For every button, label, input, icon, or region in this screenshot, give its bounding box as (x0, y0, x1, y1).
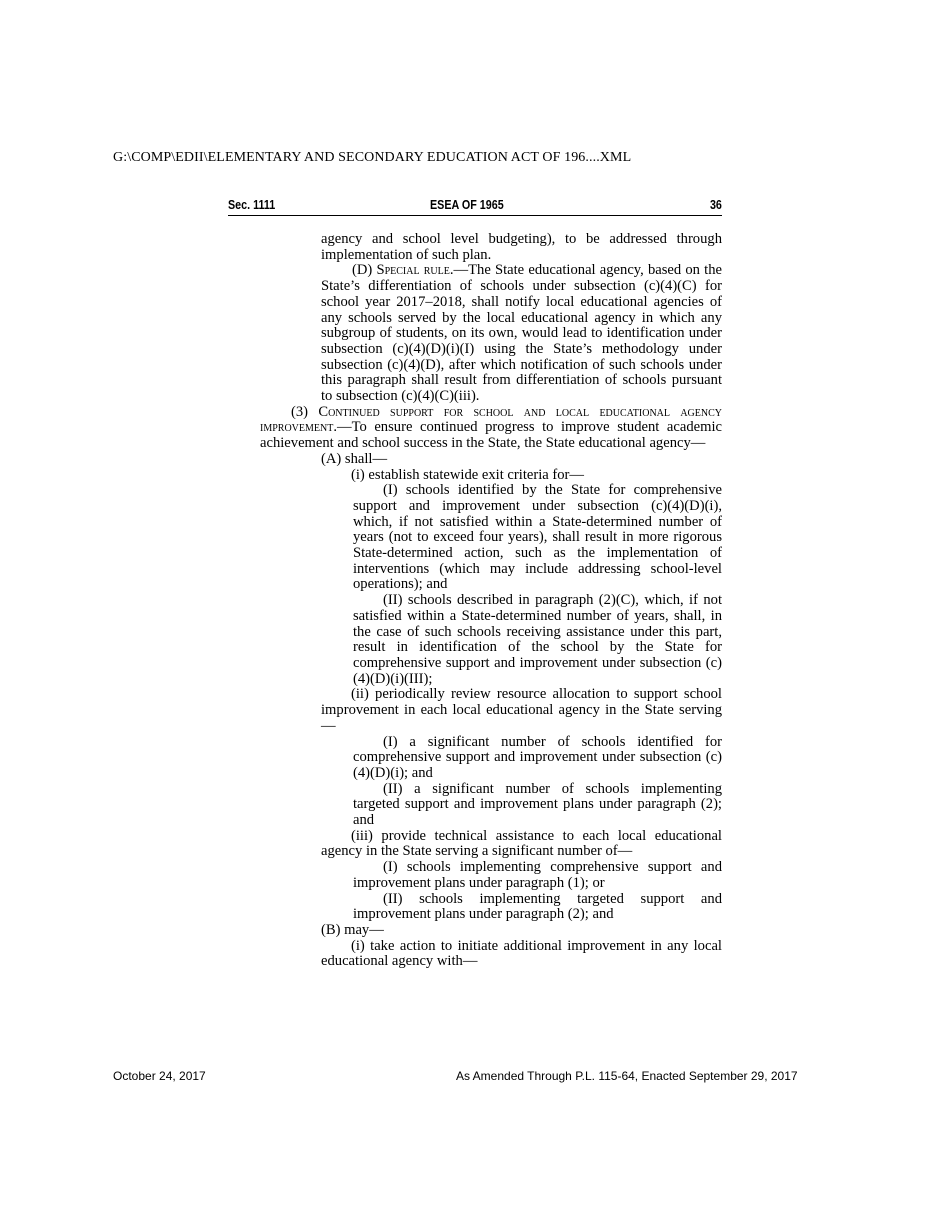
subparagraph-b: (B) may— (321, 921, 384, 938)
subclause-a-ii-II: (II) a significant number of schools implementing targeted support and improvement plans under paragraph (2); and (353, 780, 722, 829)
subparagraph-a: (A) shall— (321, 450, 388, 467)
page-number: 36 (710, 198, 722, 212)
continued-support-heading: Continued support for school and local educational agency improvement. (260, 403, 722, 436)
paragraph-special-rule: (D) Special rule.—The State educational agency, based on the State’s differentiation of schools under subsection (c)(4)(C) for school year 2017–2018, shall notify local educational agencies of any schools served by the local educational agency in which any subgroup of students, on its own, would lead to identification under subsection (c)(4)(D)(i)(I) using the State’s methodology under subsection (c)(4)(D), after which notification of such schools under this paragraph shall result from differentiation of schools pursuant to subsection (c)(4)(C)(iii). (321, 262, 722, 405)
section-number: Sec. 1111 (228, 198, 276, 212)
footer-date: October 24, 2017 (113, 1069, 206, 1083)
clause-a-iii: (iii) provide technical assistance to each local educational agency in the State serving a significant number of— (321, 827, 722, 860)
footer-amended-through: As Amended Through P.L. 115-64, Enacted September 29, 2017 (456, 1069, 798, 1083)
act-title: ESEA OF 1965 (430, 198, 504, 212)
subclause-a-ii-I: (I) a significant number of schools identified for comprehensive support and improvement under subsection (c)(4)(D)(i); and (353, 733, 722, 781)
subclause-a-i-I: (I) schools identified by the State for comprehensive support and improvement under subsection (c)(4)(D)(i), which, if not satisfied within a State-determined number of years (not to exceed four years), shall result in more rigorous State-determined action, such as the implementation of interventions (which may include addressing school-level operations); and (353, 482, 722, 593)
special-rule-heading: Special rule. (376, 262, 454, 279)
statute-text (260, 232, 722, 970)
clause-a-ii: (ii) periodically review resource allocation to support school improvement in each local educational agency in the State serving— (321, 686, 722, 734)
file-path: G:\COMP\EDII\ELEMENTARY AND SECONDARY EDUCATION ACT OF 196....XML (113, 150, 632, 165)
subclause-a-iii-II: (II) schools implementing targeted support and improvement plans under paragraph (2); and (353, 890, 722, 923)
subclause-a-i-II: (II) schools described in paragraph (2)(C), which, if not satisfied within a State-determined number of years, shall, in the case of such schools receiving assistance under this part, result in identification of the school by the State for comprehensive support and improvement under subsection (c)(4)(D)(i)(III); (353, 592, 722, 687)
clause-b-i: (i) take action to initiate additional improvement in any local educational agency with— (321, 937, 722, 970)
clause-a-i: (i) establish statewide exit criteria for— (351, 466, 585, 483)
paragraph-continuation: agency and school level budgeting), to be addressed through implementation of such plan. (321, 231, 722, 263)
paragraph-continued-support: (3) Continued support for school and local educational agency improvement.—To ensure continued progress to improve student academic achievement and school success in the State, the State educational agency— (260, 403, 722, 452)
subclause-a-iii-I: (I) schools implementing comprehensive support and improvement plans under paragraph (1); or (353, 859, 722, 891)
running-header (228, 197, 722, 216)
